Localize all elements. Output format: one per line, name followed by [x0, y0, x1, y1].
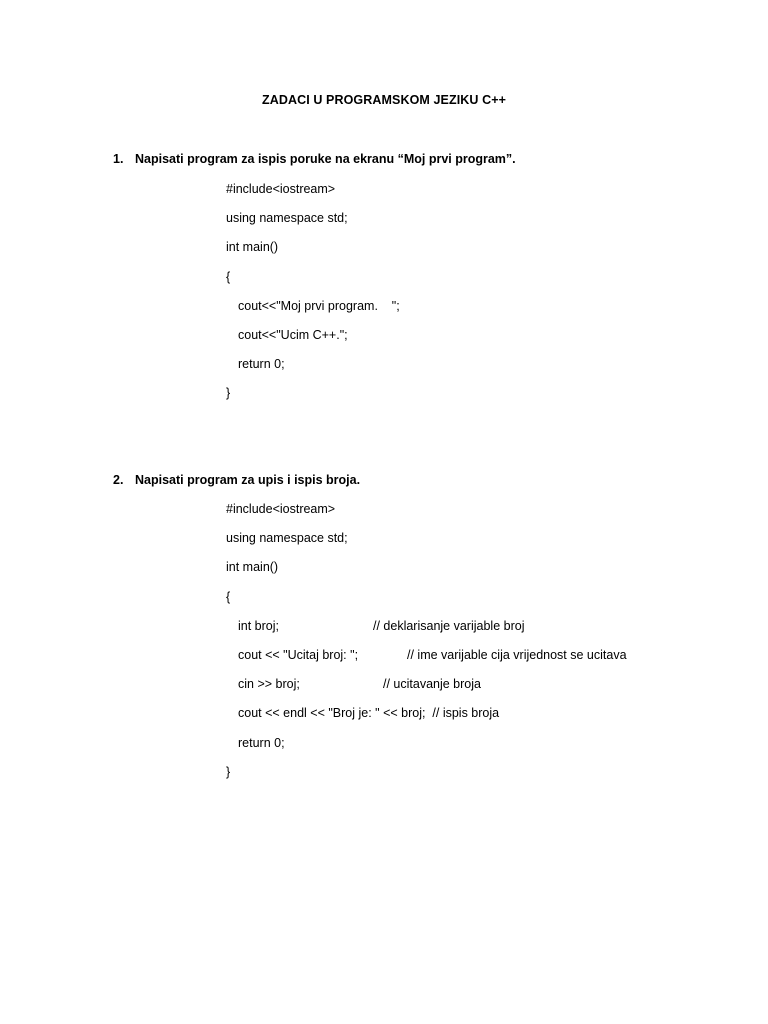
code-line: int main()	[226, 560, 279, 575]
code-line: return 0;	[238, 357, 285, 372]
code-line: }	[226, 764, 231, 779]
code-statement: cin >> broj;	[238, 677, 300, 692]
code-line: using namespace std;	[226, 531, 348, 546]
code-line: {	[226, 589, 231, 604]
code-comment: // ucitavanje broja	[383, 677, 481, 692]
code-line: {	[226, 269, 231, 284]
code-line	[226, 676, 627, 705]
task-1-code-block	[226, 181, 400, 415]
code-line: }	[226, 386, 231, 401]
code-line: int main()	[226, 240, 279, 255]
code-line: cout << endl << "Broj je: " << broj; // ispis broja	[238, 706, 500, 721]
code-line: cout<<"Ucim C++.";	[238, 327, 348, 342]
code-line: cout<<"Moj prvi program. ";	[238, 298, 400, 313]
task-1-heading	[113, 152, 516, 166]
code-line: #include<iostream>	[226, 182, 336, 196]
code-comment: // ime varijable cija vrijednost se ucitava	[407, 647, 627, 662]
task-2-code-block	[226, 501, 627, 793]
document-title: ZADACI U PROGRAMSKOM JEZIKU C++	[261, 93, 507, 107]
code-line: return 0;	[238, 735, 285, 750]
code-line: using namespace std;	[226, 211, 348, 226]
task-2-text: Napisati program za upis i ispis broja.	[135, 473, 361, 487]
task-1-text: Napisati program za ispis poruke na ekranu “Moj prvi program”.	[135, 152, 516, 166]
code-line	[226, 618, 627, 647]
code-statement: int broj;	[238, 618, 279, 633]
task-1-number: 1.	[113, 152, 124, 166]
code-line: #include<iostream>	[226, 502, 336, 516]
code-statement: cout << "Ucitaj broj: ";	[238, 647, 359, 662]
code-comment: // deklarisanje varijable broj	[373, 618, 525, 633]
code-line	[226, 647, 627, 676]
task-2-heading	[113, 473, 360, 487]
task-2-number: 2.	[113, 473, 124, 487]
